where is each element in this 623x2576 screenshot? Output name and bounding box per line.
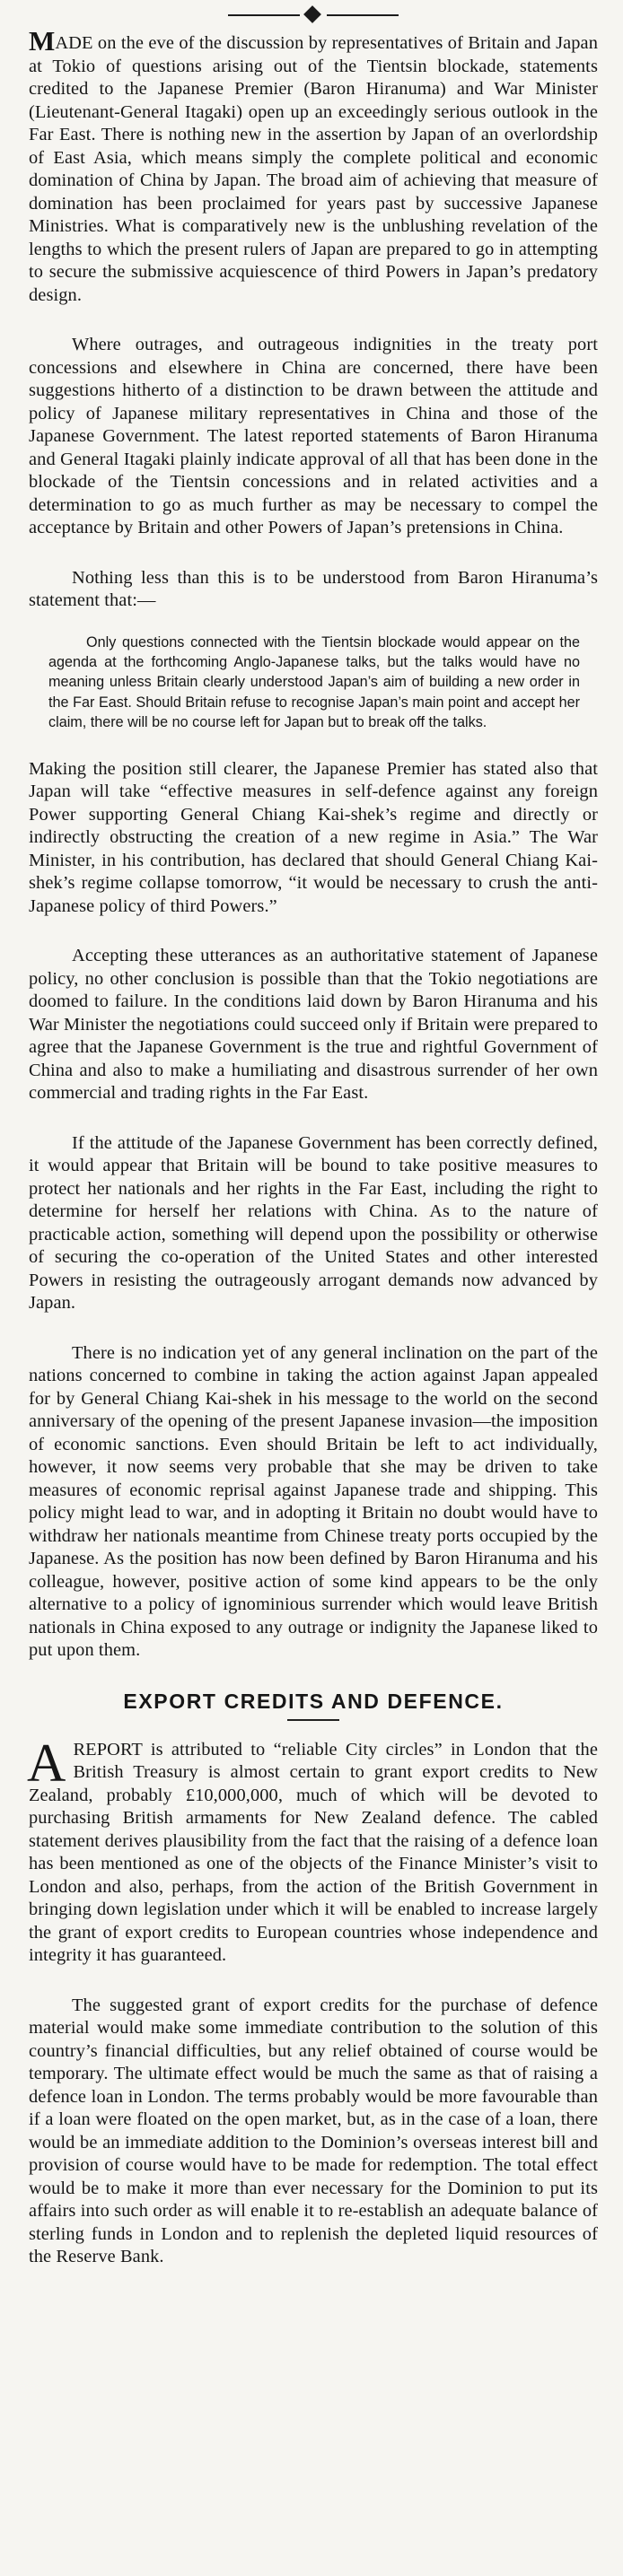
lead-letter: M bbox=[29, 25, 56, 57]
editorial-paragraph-2: Where outrages, and outrageous indignities in the treaty port concessions and elsewhere in China are concerned, there have been suggestions hitherto of a distinction to be drawn between the attitude and policy of Japanese military representatives in China and those of the Japanese Government. The latest reported statements of Baron Hiranuma and General Itagaki plainly indicate approval of all that has been done in the blockade of the Tientsin concessions and in related activities and a determination to go as much further as may be necessary to compel the acceptance by Britain and other Powers of Japan’s pretensions in China. bbox=[29, 335, 598, 537]
section-heading bbox=[29, 1690, 598, 1721]
editorial-paragraph-4: Making the position still clearer, the Japanese Premier has stated also that Japan will take “effective measures in self-defence against any foreign Power supporting General Chiang Kai-shek’s regime and directly or indirectly obstructing the creation of a new regime in Asia.” The War Minister, in his contribution, has declared that should General Chiang Kai-shek’s regime collapse tomorrow, “it would be necessary to crush the anti-Japanese policy of third Powers.” bbox=[29, 758, 598, 916]
editorial-far-east bbox=[29, 25, 598, 1663]
drop-cap: A bbox=[27, 1733, 66, 1793]
editorial-export-credits bbox=[29, 1690, 598, 2269]
heading-underline bbox=[287, 1719, 339, 1721]
editorial-paragraph-5: Accepting these utterances as an authoritative statement of Japanese policy, no other conclusion is possible than that the Tokio negotiations are doomed to failure. In the conditions laid down by Baron Hiranuma and his War Minister the negotiations could succeed only if Britain were prepared to agree that the Japanese Government is the true and rightful Government of China and also to make a humiliating and disastrous surrender of her own commercial and trading rights in the Far East. bbox=[29, 946, 598, 1104]
editorial-paragraph-7: There is no indication yet of any general inclination on the part of the nations concerned to combine in taking the action against Japan appealed for by General Chiang Kai-shek in his message to the world on the second anniversary of the opening of the present Japanese invasion—the imposition of economic sanctions. Even should Britain be left to act individually, however, it now seems very probable that she may be driven to take measures of economic reprisal against Japanese trade and shipping. This policy might lead to war, and in adopting it Britain no doubt would have to withdraw her nationals meantime from Chinese treaty ports occupied by the Japanese. As the position has now been defined by Baron Hiranuma and his colleague, however, positive action of some kind appears to be the only alternative to a policy of ignominious surrender which would leave British nationals in China exposed to any outrage or indignity the Japanese liked to put upon them. bbox=[29, 1342, 598, 1661]
hiranuma-quote: Only questions connected with the Tientsin blockade would appear on the agenda at the forthcoming Anglo-Japanese talks, but the talks would have no meaning unless Britain clearly understood Japan’s aim of building a new order in the Far East. Should Britain refuse to recognise Japan’s main point and accept her claim, there will be no course left for Japan but to break off the talks. bbox=[48, 633, 580, 731]
section-heading-text: EXPORT CREDITS AND DEFENCE. bbox=[123, 1689, 504, 1713]
ornament-diamond-icon bbox=[303, 5, 321, 23]
paragraph-text: ADE on the eve of the discussion by representatives of Britain and Japan at Tokio of questions arising out of the Tientsin blockade, statements credited to the Japanese Premier (Baron Hiranuma) and War Minister (Lieutenant-General Itagaki) open up an exceedingly serious outlook in the Far East. There is nothing new in the assertion by Japan of an overlordship of East Asia, which means simply the complete political and economic domination of China by Japan. The broad aim of achieving that measure of domination has been proclaimed for years past by successive Japanese Ministries. What is comparatively new is the unblushing revelation of the lengths to which the present rulers of Japan are prepared to go in attempting to secure the submissive acquiescence of third Powers in Japan’s predatory design. bbox=[29, 33, 598, 305]
paragraph-text: REPORT is attributed to “reliable City circles” in London that the British Treasury is almost certain to grant export credits to New Zealand, probably £10,000,000, much of which will be devoted to purchasing British armaments for New Zealand defence. The cabled statement derives plausibility from the fact that the raising of a defence loan has been mentioned as one of the objects of the Finance Minister’s visit to London and also, perhaps, from the action of the British Government in bringing down legislation under which it will be enabled to increase largely the grant of export credits to European countries whose independence and integrity it has guaranteed. bbox=[29, 1739, 598, 1966]
editorial-paragraph-1 bbox=[29, 25, 598, 307]
export-paragraph-2: The suggested grant of export credits for the purchase of defence material would make some immediate contribution to the solution of this country’s financial difficulties, but any relief obtained of course would be temporary. The ultimate effect would be much the same as that of raising a defence loan in London. The terms probably would be more favourable than if a loan were floated on the open market, but, as in the case of a loan, there would be an immediate addition to the Dominion’s overseas interest bill and provision of course would have to be made for redemption. The total effect would be to make it more than ever necessary for the Dominion to put its affairs into such order as will enable it to re-establish an adequate balance of sterling funds in London and to replenish the depleted liquid resources of the Reserve Bank. bbox=[29, 1995, 598, 2267]
editorial-paragraph-6: If the attitude of the Japanese Government has been correctly defined, it would appear that Britain will be bound to take positive measures to protect her nationals and her rights in the Far East, including the right to determine for herself her relations with China. As to the nature of practicable action, something will depend upon the possibility or otherwise of securing the co-operation of the United States and other interested Powers in resisting the outrageously arrogant demands now advanced by Japan. bbox=[29, 1132, 598, 1314]
editorial-paragraph-3: Nothing less than this is to be understood from Baron Hiranuma’s statement that:— bbox=[29, 567, 598, 610]
export-paragraph-1 bbox=[27, 1733, 598, 1968]
ornament-rule-left bbox=[228, 14, 300, 16]
ornament-rule-right bbox=[327, 14, 399, 16]
top-ornament bbox=[228, 4, 399, 27]
